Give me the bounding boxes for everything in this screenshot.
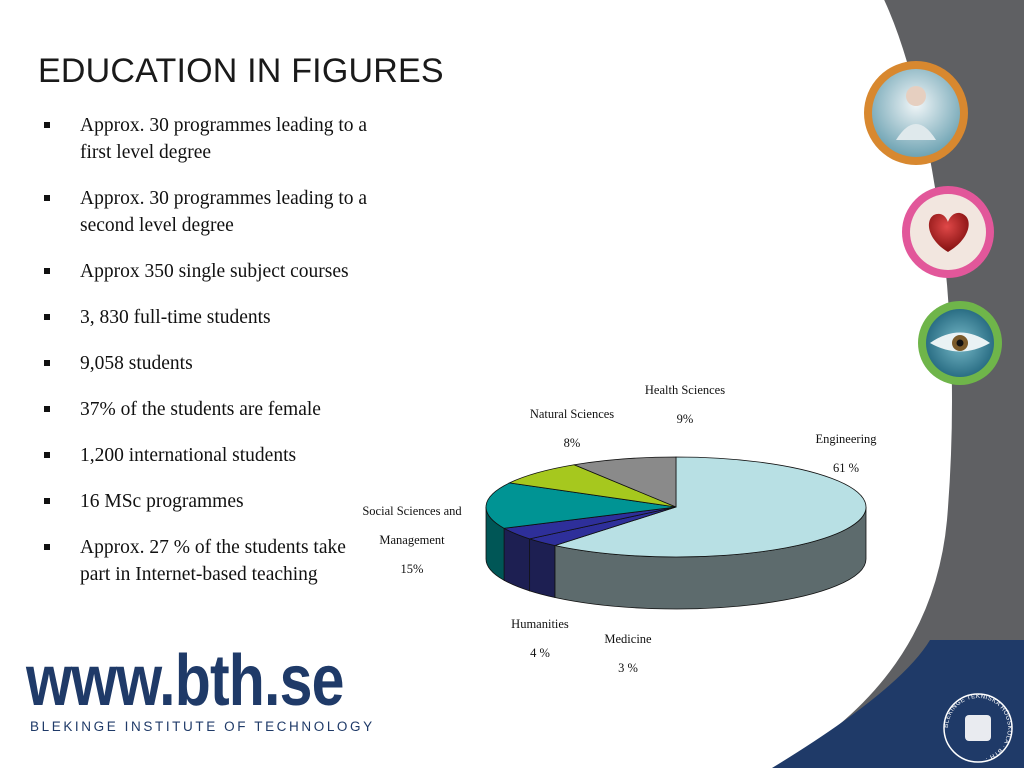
- slice-value-label: 61 %: [832, 461, 860, 475]
- bullet-item: Approx. 27 % of the students take part in Internet-based teaching: [40, 534, 380, 588]
- bullet-item: 3, 830 full-time students: [40, 304, 380, 331]
- bullet-item: Approx. 30 programmes leading to a second level degree: [40, 185, 380, 239]
- slice-value-label: 9%: [676, 412, 694, 426]
- bullet-item: 9,058 students: [40, 350, 380, 377]
- bullet-item: 16 MSc programmes: [40, 488, 380, 515]
- bullet-item: Approx 350 single subject courses: [40, 258, 380, 285]
- slice-label: Management: [379, 533, 445, 547]
- slice-label: Health Sciences: [644, 383, 726, 397]
- eye-icon: [918, 301, 1002, 385]
- slice-value-label: 15%: [400, 562, 424, 576]
- seal-text: BLEKINGE TEKNISKA HÖGSKOLA · BTH ·: [942, 692, 1014, 763]
- bullet-item: 1,200 international students: [40, 442, 380, 469]
- slice-value-label: 8%: [563, 436, 581, 450]
- portrait-photo-icon: [864, 61, 968, 165]
- heart-icon: [902, 186, 994, 278]
- slice-label: Humanities: [511, 617, 569, 631]
- slice-label: Medicine: [604, 632, 652, 646]
- faculty-distribution-chart: [340, 375, 900, 695]
- bullet-item: Approx. 30 programmes leading to a first level degree: [40, 112, 380, 166]
- slice-value-label: 3 %: [618, 661, 638, 675]
- slice-label: Social Sciences and: [362, 504, 462, 518]
- decorative-icons: [850, 55, 1010, 395]
- page-title: EDUCATION IN FIGURES: [38, 52, 444, 90]
- logo-url-text[interactable]: www.bth.se: [26, 641, 344, 721]
- slice-label: Engineering: [815, 432, 877, 446]
- bullet-list: [40, 112, 380, 607]
- bth-seal-icon: [938, 688, 1018, 768]
- slice-label: Natural Sciences: [529, 407, 615, 421]
- logo-subtitle: BLEKINGE INSTITUTE OF TECHNOLOGY: [30, 719, 375, 734]
- pie-slice-side: [530, 539, 555, 598]
- bullet-item: 37% of the students are female: [40, 396, 380, 423]
- slice-value-label: 4 %: [530, 646, 550, 660]
